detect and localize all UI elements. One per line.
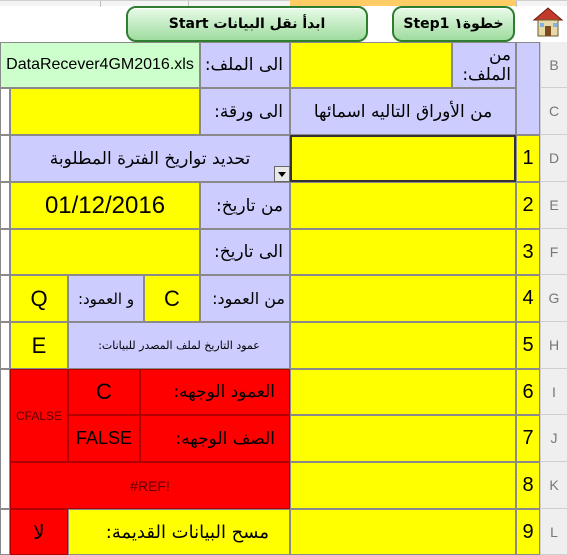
to-file-value[interactable]: DataRecever4GM2016.xls	[0, 42, 200, 88]
to-file-label: الى الملف:	[200, 42, 290, 88]
row-header-E: E	[540, 182, 567, 229]
left-border-strip	[0, 88, 10, 135]
clear-old-extra-input[interactable]	[290, 509, 516, 555]
row-number-2: 2	[516, 182, 540, 229]
to-sheet-label: الى ورقة:	[200, 88, 290, 135]
row-header-F: F	[540, 229, 567, 275]
from-file-label: من الملف:	[452, 42, 516, 88]
row-header-I: I	[540, 369, 567, 415]
date-range-label: تحديد تواريخ الفترة المطلوبة	[10, 135, 290, 182]
row-number-3: 3	[516, 229, 540, 275]
left-border-strip-e	[0, 182, 10, 229]
and-column-label: و العمود:	[68, 275, 144, 322]
row-number-4: 4	[516, 275, 540, 322]
and-column-value[interactable]: Q	[10, 275, 68, 322]
row-number-1: 1	[516, 135, 540, 182]
left-border-strip-h	[0, 322, 10, 369]
to-date-extra-input[interactable]	[290, 229, 516, 275]
side-value: CFALSE	[10, 369, 68, 462]
from-file-input[interactable]	[290, 42, 452, 88]
row-header-J: J	[540, 415, 567, 462]
date-column-extra-input[interactable]	[290, 322, 516, 369]
target-extra-input-j[interactable]	[290, 415, 516, 462]
row-header-G: G	[540, 275, 567, 322]
column-extra-input[interactable]	[290, 275, 516, 322]
row-number-8: 8	[516, 462, 540, 509]
target-extra-input-i[interactable]	[290, 369, 516, 415]
home-icon[interactable]	[528, 2, 567, 40]
left-border-strip-l	[0, 509, 10, 555]
from-date-value[interactable]: 01/12/2016	[10, 182, 200, 229]
target-row-value[interactable]: FALSE	[68, 415, 140, 462]
date-column-label: عمود التاريخ لملف المصدر للبيانات:	[68, 322, 290, 369]
left-border-strip-f	[0, 229, 10, 275]
from-column-value[interactable]: C	[144, 275, 200, 322]
row-number-9: 9	[516, 509, 540, 555]
row-number-7: 7	[516, 415, 540, 462]
clear-old-label: مسح البيانات القديمة:	[68, 509, 290, 555]
left-border-strip-d	[0, 135, 10, 182]
target-extra-input-k[interactable]	[290, 462, 516, 509]
row-header-D: D	[540, 135, 567, 182]
dropdown-arrow-icon[interactable]	[274, 166, 290, 182]
left-border-strip-g	[0, 275, 10, 322]
step1-button[interactable]: خطوة١ Step1	[392, 6, 515, 42]
clear-old-value[interactable]: لا	[10, 509, 68, 555]
row-header-K: K	[540, 462, 567, 509]
target-row-label: الصف الوجهه:	[140, 415, 290, 462]
sheet-name-input[interactable]	[290, 135, 516, 182]
to-sheet-input[interactable]	[10, 88, 200, 135]
row-number-5: 5	[516, 322, 540, 369]
row-header-H: H	[540, 322, 567, 369]
to-date-label: الى تاريخ:	[200, 229, 290, 275]
date-column-value[interactable]: E	[10, 322, 68, 369]
row-header-B: B	[540, 42, 567, 88]
target-column-value[interactable]: C	[68, 369, 140, 415]
to-date-input[interactable]	[10, 229, 200, 275]
start-transfer-button[interactable]: ابدأ نقل البيانات Start	[126, 6, 368, 42]
from-date-extra-input[interactable]	[290, 182, 516, 229]
target-column-label: العمود الوجهه:	[140, 369, 290, 415]
row-header-C: C	[540, 88, 567, 135]
row-number-spacer	[516, 42, 540, 135]
left-border-strip-ik	[0, 369, 10, 509]
ref-error: #REF!	[10, 462, 290, 509]
row-header-L: L	[540, 509, 567, 555]
from-column-label: من العمود:	[200, 275, 290, 322]
row-number-6: 6	[516, 369, 540, 415]
from-sheets-label: من الأوراق التاليه اسمائها	[290, 88, 516, 135]
from-date-label: من تاريخ:	[200, 182, 290, 229]
